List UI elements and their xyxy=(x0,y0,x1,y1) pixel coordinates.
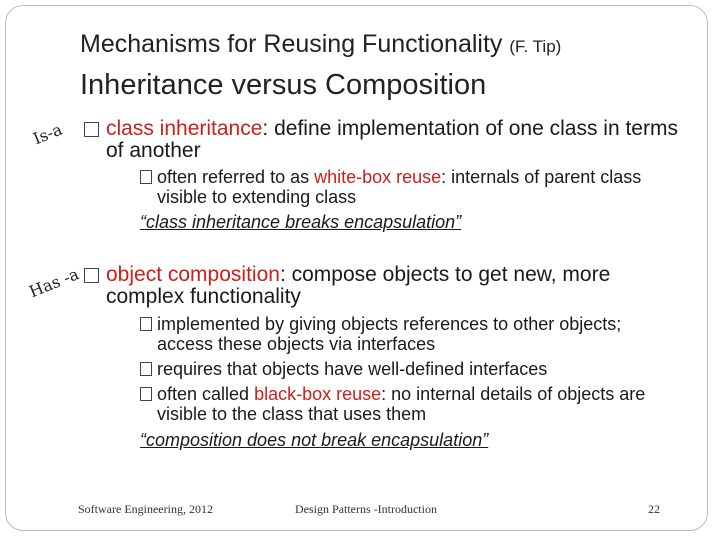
page-number: 22 xyxy=(648,502,660,516)
sub-bullet-text: requires that objects have well-defined interfaces xyxy=(157,359,548,379)
footer-topic: Design Patterns -Introduction xyxy=(295,502,437,516)
bullet-box-icon xyxy=(140,170,152,184)
bullet-text xyxy=(106,118,681,162)
slide-subtitle: Inheritance versus Composition xyxy=(80,69,487,101)
sub-bullet-rest: : no internal details of objects are visible to the class that uses them xyxy=(157,384,646,424)
quote-composition: “composition does not break encapsulation” xyxy=(140,430,489,450)
bullet-rest: : compose objects to get new, more complex functionality xyxy=(106,263,611,308)
term-class-inheritance: class inheritance xyxy=(106,117,263,140)
quote-inheritance: “class inheritance breaks encapsulation” xyxy=(140,212,462,232)
bullet-rest: : define implementation of one class in terms of another xyxy=(106,117,678,162)
sub-bullet-text xyxy=(157,384,677,424)
sub-bullet-rest: : internals of parent class visible to extending class xyxy=(157,167,642,207)
bullet-box-icon xyxy=(140,362,152,376)
term-white-box-reuse: white-box reuse xyxy=(314,167,442,187)
sub-bullet-prefix: often referred to as xyxy=(157,167,315,187)
bullet-box-icon xyxy=(140,317,152,331)
bullet-box-icon xyxy=(84,268,99,283)
bullet-text xyxy=(106,264,681,308)
bullet-box-icon xyxy=(84,122,99,137)
slide-title xyxy=(80,30,561,59)
has-a-annotation: Has -a xyxy=(26,264,82,302)
title-attribution: (F. Tip) xyxy=(509,37,562,56)
term-black-box-reuse: black-box reuse xyxy=(254,384,382,404)
sub-bullet-text xyxy=(157,167,677,207)
bullet-box-icon xyxy=(140,387,152,401)
is-a-annotation: Is-a xyxy=(30,119,65,149)
sub-bullet-prefix: often called xyxy=(157,384,255,404)
footer-course: Software Engineering, 2012 xyxy=(78,502,213,516)
title-main: Mechanisms for Reusing Functionality xyxy=(80,30,503,58)
term-object-composition: object composition xyxy=(106,263,280,286)
sub-bullet-text: implemented by giving objects references to other objects; access these objects via interfaces xyxy=(157,314,622,354)
